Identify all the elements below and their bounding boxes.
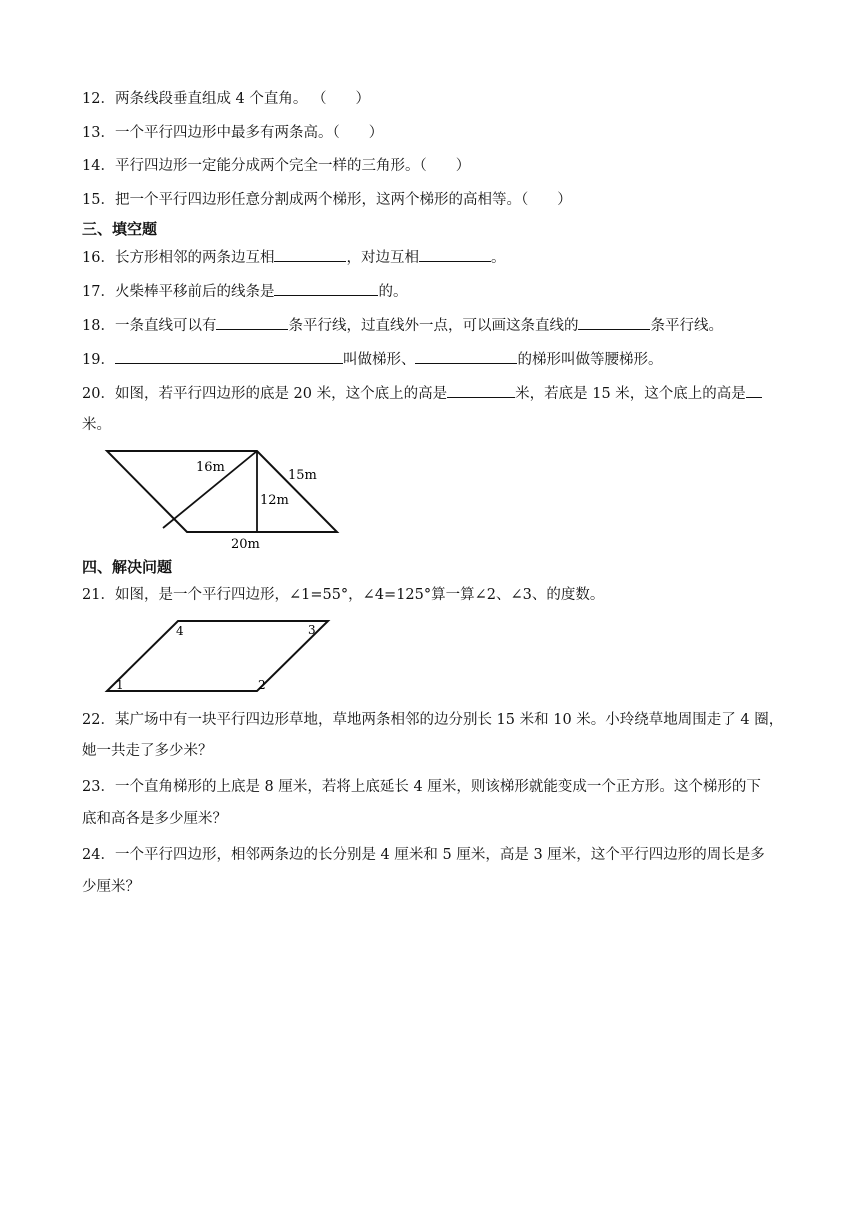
question-19-text-b: 叫做梯形、 xyxy=(342,352,416,368)
label-20m: 20m xyxy=(231,537,260,552)
answer-blank[interactable] xyxy=(415,349,517,364)
question-16 xyxy=(82,247,505,268)
question-23-continued: 底和高各是多少厘米？ xyxy=(82,811,227,827)
question-19-text-c: 的梯形叫做等腰梯形。 xyxy=(517,352,663,368)
question-13: 13．一个平行四边形中最多有两条高。（ ） xyxy=(82,125,384,141)
label-16m: 16m xyxy=(196,460,225,475)
question-19 xyxy=(82,349,662,370)
question-20 xyxy=(82,383,762,404)
label-12m: 12m xyxy=(260,493,289,508)
answer-blank[interactable] xyxy=(115,349,343,364)
question-18-text-a: 18．一条直线可以有 xyxy=(82,318,217,334)
question-17-text-a: 17．火柴棒平移前后的线条是 xyxy=(82,284,275,300)
question-22: 22．某广场中有一块平行四边形草地，草地两条相邻的边分别长 15 米和 10 米。小玲绕草地周围走了 4 圈， xyxy=(82,712,784,728)
angle-label-3: 3 xyxy=(308,623,316,637)
angle-label-1: 1 xyxy=(116,678,124,692)
question-20-text-a: 20．如图，若平行四边形的底是 20 米，这个底上的高是 xyxy=(82,386,448,402)
section-title-fill-blank: 三、填空题 xyxy=(82,220,158,238)
label-15m: 15m xyxy=(288,468,317,483)
question-17-text-b: 的。 xyxy=(378,284,408,300)
answer-blank[interactable] xyxy=(578,315,650,330)
answer-blank[interactable] xyxy=(274,281,378,296)
question-17 xyxy=(82,281,407,302)
question-16-text-c: 。 xyxy=(490,250,506,266)
question-22-continued: 她一共走了多少米？ xyxy=(82,743,213,759)
question-15: 15．把一个平行四边形任意分割成两个梯形，这两个梯形的高相等。（ ） xyxy=(82,192,572,208)
question-14: 14．平行四边形一定能分成两个完全一样的三角形。（ ） xyxy=(82,158,471,174)
answer-blank[interactable] xyxy=(447,383,515,398)
question-24-continued: 少厘米？ xyxy=(82,879,140,895)
question-12: 12．两条线段垂直组成 4 个直角。 （ ） xyxy=(82,91,371,107)
section-title-solve-problems: 四、解决问题 xyxy=(82,558,173,576)
question-18-text-c: 条平行线。 xyxy=(650,318,723,334)
answer-blank[interactable] xyxy=(216,315,288,330)
answer-blank[interactable] xyxy=(419,247,491,262)
answer-blank[interactable] xyxy=(274,247,346,262)
angle-label-2: 2 xyxy=(258,678,266,692)
question-16-text-b: ，对边互相 xyxy=(346,250,419,266)
question-18 xyxy=(82,315,723,336)
question-20-text-b: 米，若底是 15 米，这个底上的高是 xyxy=(515,386,746,402)
parallelogram-outline xyxy=(107,621,328,691)
question-21: 21．如图，是一个平行四边形，∠1=55°，∠4=125°算一算∠2、∠3、的度数。 xyxy=(82,587,605,603)
angle-label-4: 4 xyxy=(176,624,184,638)
question-23: 23．一个直角梯形的上底是 8 厘米，若将上底延长 4 厘米，则该梯形就能变成一个正方形。这个梯形的下 xyxy=(82,779,761,795)
answer-blank[interactable] xyxy=(746,383,762,398)
question-20-continued: 米。 xyxy=(82,417,111,433)
question-24: 24．一个平行四边形，相邻两条边的长分别是 4 厘米和 5 厘米，高是 3 厘米，这个平行四边形的周长是多 xyxy=(82,847,765,863)
question-16-text-a: 16．长方形相邻的两条边互相 xyxy=(82,250,275,266)
question-19-text-a: 19． xyxy=(82,352,115,368)
parallelogram-figure-q21 xyxy=(100,615,335,695)
question-18-text-b: 条平行线，过直线外一点，可以画这条直线的 xyxy=(288,318,579,334)
parallelogram-figure-q20 xyxy=(100,445,345,553)
